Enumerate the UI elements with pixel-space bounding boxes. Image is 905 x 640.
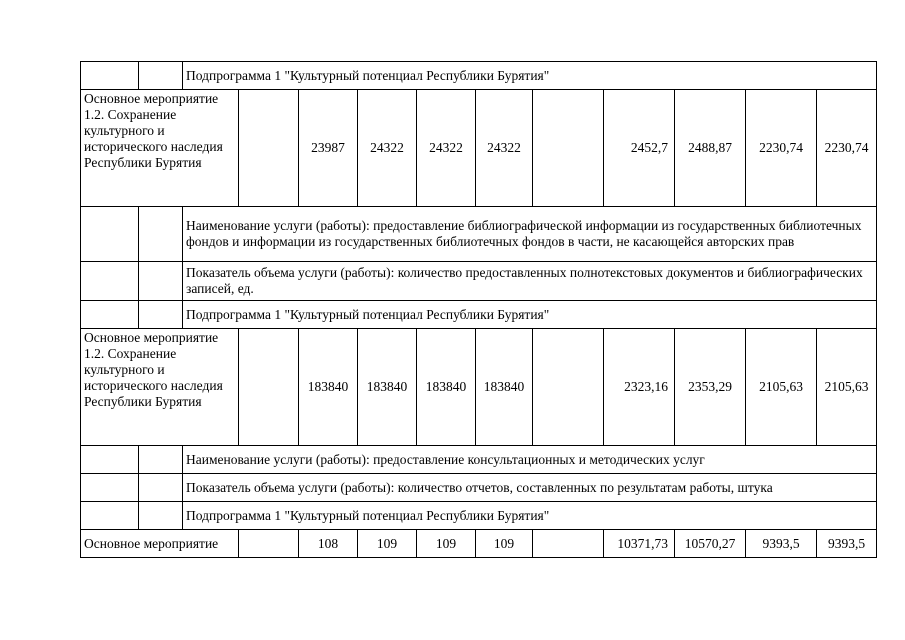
activity-name: Основное мероприятие 1.2. Сохранение культурного и исторического наследия Республики Бурятия	[81, 90, 239, 207]
empty-cell	[139, 262, 183, 301]
service-name: Наименование услуги (работы): предоставление консультационных и методических услуг	[183, 446, 877, 474]
empty-cell	[239, 530, 299, 558]
value-cell: 2488,87	[675, 90, 746, 207]
service-name: Наименование услуги (работы): предоставление библиографической информации из государственных библиотечных фондов и информации из государственных библиотечных фондов в части, не касающейся авторских прав	[183, 207, 877, 262]
value-cell: 24322	[476, 90, 533, 207]
value-cell: 108	[299, 530, 358, 558]
table-row	[81, 474, 877, 502]
value-cell: 2105,63	[817, 329, 877, 446]
value-cell: 183840	[417, 329, 476, 446]
table-row	[81, 301, 877, 329]
value-cell: 9393,5	[746, 530, 817, 558]
value-cell: 2230,74	[817, 90, 877, 207]
subprogram-title: Подпрограмма 1 "Культурный потенциал Республики Бурятия"	[183, 301, 877, 329]
activity-name: Основное мероприятие 1.2. Сохранение культурного и исторического наследия Республики Бурятия	[81, 329, 239, 446]
value-cell: 24322	[417, 90, 476, 207]
empty-cell	[139, 502, 183, 530]
value-cell: 9393,5	[817, 530, 877, 558]
empty-cell	[139, 301, 183, 329]
empty-cell	[533, 530, 604, 558]
value-cell: 2452,7	[604, 90, 675, 207]
table-row	[81, 90, 877, 207]
table-row	[81, 62, 877, 90]
empty-cell	[139, 446, 183, 474]
empty-cell	[81, 207, 139, 262]
value-cell: 2353,29	[675, 329, 746, 446]
value-cell: 183840	[476, 329, 533, 446]
value-cell	[533, 329, 604, 446]
activity-name: Основное мероприятие	[81, 530, 239, 558]
value-cell: 10371,73	[604, 530, 675, 558]
value-cell: 2105,63	[746, 329, 817, 446]
budget-table	[80, 61, 877, 558]
value-cell: 109	[476, 530, 533, 558]
volume-indicator: Показатель объема услуги (работы): количество отчетов, составленных по результатам работы, штука	[183, 474, 877, 502]
empty-cell	[81, 301, 139, 329]
empty-cell	[239, 329, 299, 446]
value-cell	[533, 90, 604, 207]
volume-indicator: Показатель объема услуги (работы): количество предоставленных полнотекстовых документов и библиографических записей, ед.	[183, 262, 877, 301]
table-row	[81, 446, 877, 474]
value-cell: 2323,16	[604, 329, 675, 446]
table-row	[81, 530, 877, 558]
empty-cell	[81, 502, 139, 530]
empty-cell	[81, 62, 139, 90]
empty-cell	[81, 474, 139, 502]
empty-cell	[239, 90, 299, 207]
value-cell: 2230,74	[746, 90, 817, 207]
value-cell: 23987	[299, 90, 358, 207]
subprogram-title: Подпрограмма 1 "Культурный потенциал Республики Бурятия"	[183, 62, 877, 90]
value-cell: 24322	[358, 90, 417, 207]
subprogram-title: Подпрограмма 1 "Культурный потенциал Республики Бурятия"	[183, 502, 877, 530]
empty-cell	[139, 207, 183, 262]
empty-cell	[139, 474, 183, 502]
value-cell: 109	[417, 530, 476, 558]
value-cell: 109	[358, 530, 417, 558]
empty-cell	[81, 262, 139, 301]
value-cell: 183840	[299, 329, 358, 446]
table-row	[81, 502, 877, 530]
table-row	[81, 207, 877, 262]
empty-cell	[81, 446, 139, 474]
empty-cell	[139, 62, 183, 90]
value-cell: 10570,27	[675, 530, 746, 558]
table-row	[81, 262, 877, 301]
value-cell: 183840	[358, 329, 417, 446]
table-row	[81, 329, 877, 446]
